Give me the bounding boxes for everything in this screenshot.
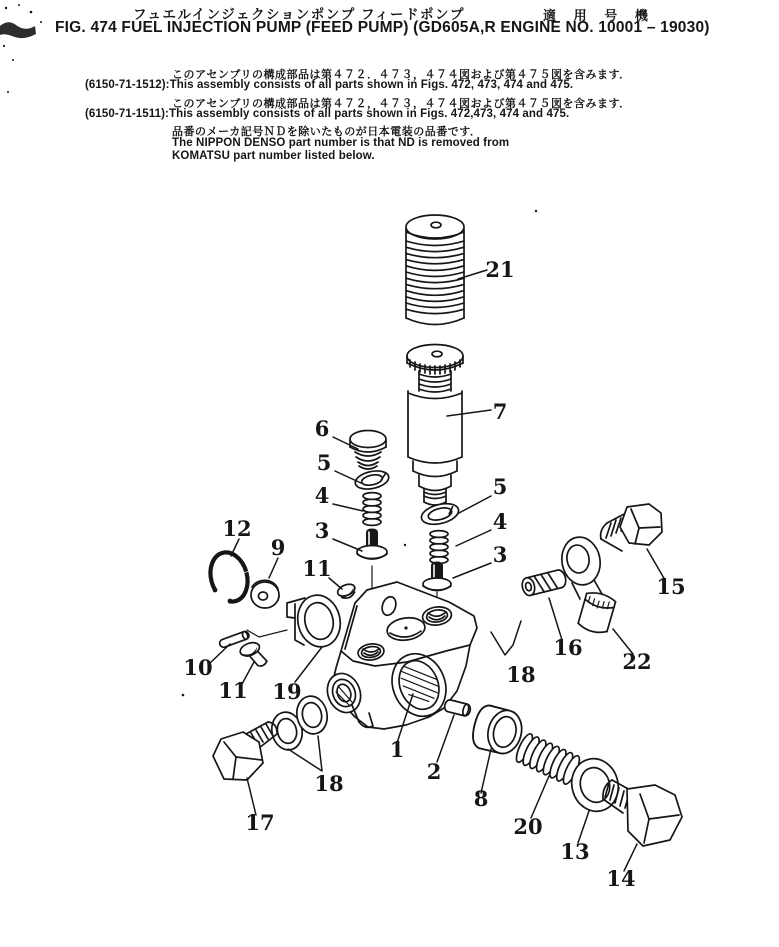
part-11-cap-upper bbox=[336, 582, 358, 601]
callout-12: 12 bbox=[222, 516, 252, 541]
callout-1: 1 bbox=[389, 737, 405, 762]
callout-22: 22 bbox=[622, 649, 652, 674]
part-21-filter-element bbox=[406, 215, 464, 325]
callout-9: 9 bbox=[270, 535, 286, 560]
callout-18-left: 18 bbox=[314, 771, 344, 796]
part-19-tappet bbox=[287, 591, 345, 651]
callout-20: 20 bbox=[513, 814, 543, 839]
part-11-pin-lower bbox=[238, 640, 267, 672]
callout-3-right: 3 bbox=[492, 542, 508, 567]
callout-14: 14 bbox=[606, 866, 636, 891]
callout-4-right: 4 bbox=[492, 509, 508, 534]
callout-5-right: 5 bbox=[492, 474, 508, 499]
note-denso-en2: KOMATSU part number listed below. bbox=[172, 150, 375, 162]
title-japanese: フュエルインジェクションポンプ フィードポンプ bbox=[133, 7, 465, 22]
note-assembly1-en: (6150-71-1512):This assembly consists of all parts shown in Figs. 472, 473, 474 and 475. bbox=[85, 79, 574, 91]
note-denso-en1: The NIPPON DENSO part number is that ND is removed from bbox=[172, 137, 510, 149]
figure-title: FIG. 474 FUEL INJECTION PUMP (FEED PUMP) (GD605A,R ENGINE NO. 10001 – 19030) bbox=[55, 19, 710, 36]
callout-17: 17 bbox=[245, 810, 275, 835]
callout-2: 2 bbox=[426, 759, 442, 784]
callout-5-left: 5 bbox=[316, 450, 332, 475]
part-9-roller bbox=[251, 580, 279, 608]
part-4-spring-left bbox=[363, 493, 381, 526]
callout-21: 21 bbox=[485, 257, 515, 282]
applicability-label: 適 用 号 機 bbox=[543, 8, 655, 23]
part-12-snap-ring bbox=[205, 548, 253, 606]
part-5-washer-right bbox=[419, 500, 460, 528]
callout-6: 6 bbox=[314, 416, 330, 441]
part-2-piston-pin bbox=[443, 699, 471, 717]
callout-8: 8 bbox=[473, 786, 489, 811]
callout-11-upper: 11 bbox=[302, 556, 332, 581]
part-7-priming-pump bbox=[407, 345, 463, 506]
note-assembly1-jp: このアセンブリの構成部品は第４７２．４７３，４７４図および第４７５図を含みます． bbox=[172, 69, 631, 81]
callout-15: 15 bbox=[656, 574, 686, 599]
callout-7: 7 bbox=[492, 399, 508, 424]
note-denso-jp: 品番のメーカ記号ＮＤを除いたものが日本電装の品番です． bbox=[172, 126, 482, 138]
callout-3-left: 3 bbox=[314, 518, 330, 543]
part-6-plug bbox=[350, 431, 386, 470]
note-assembly2-en: (6150-71-1511):This assembly consists of all parts shown in Figs. 472,473, 474 and 475. bbox=[85, 108, 570, 120]
part-3-valve-right bbox=[423, 562, 451, 591]
callout-13: 13 bbox=[560, 839, 590, 864]
part-5-washer-left bbox=[354, 468, 391, 492]
callout-11-lower: 11 bbox=[218, 678, 248, 703]
note-assembly2-jp: このアセンブリの構成部品は第４７２，４７３，４７４図および第４７５図を含みます． bbox=[172, 98, 631, 110]
part-4-spring-right bbox=[430, 531, 448, 564]
part-3-valve-left bbox=[357, 529, 387, 560]
callout-16: 16 bbox=[553, 635, 583, 660]
part-17-bolt bbox=[213, 722, 277, 780]
part-15-eye-bolt bbox=[601, 504, 662, 551]
part-16-roll-pin bbox=[520, 569, 567, 597]
callout-4-left: 4 bbox=[314, 483, 330, 508]
callout-19: 19 bbox=[272, 679, 302, 704]
callout-10: 10 bbox=[183, 655, 213, 680]
part-22-union bbox=[558, 534, 616, 635]
part-8-piston bbox=[469, 703, 526, 757]
callout-18-right: 18 bbox=[506, 662, 536, 687]
